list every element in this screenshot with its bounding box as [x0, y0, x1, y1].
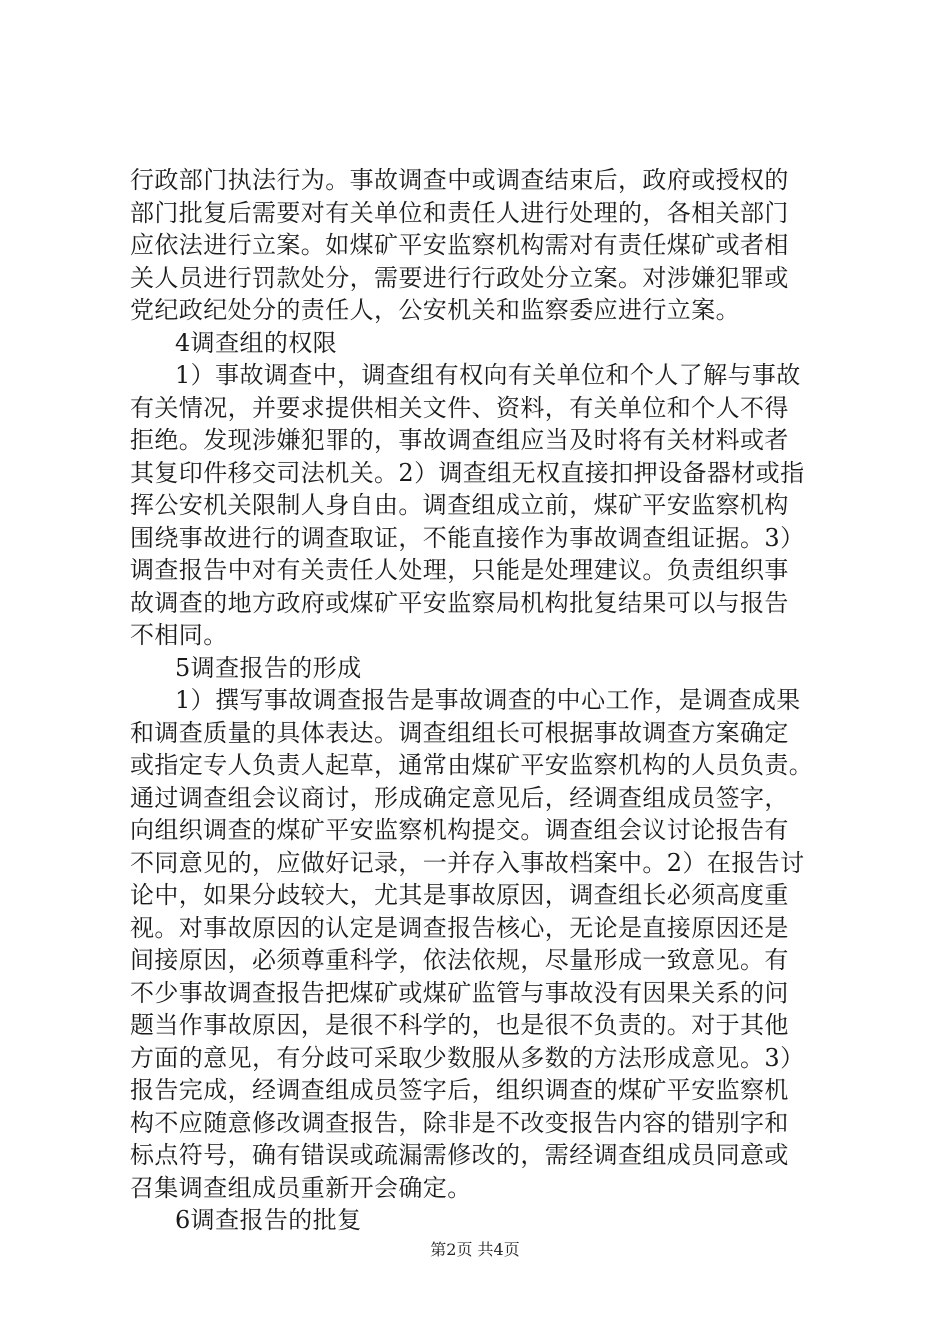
text-line: 5调查报告的形成: [175, 653, 362, 682]
text-line: 视。对事故原因的认定是调查报告核心，无论是直接原因还是: [130, 913, 789, 942]
text-line: 不少事故调查报告把煤矿或煤矿监管与事故没有因果关系的问: [130, 978, 789, 1007]
text-line: 拒绝。发现涉嫌犯罪的，事故调查组应当及时将有关材料或者: [130, 426, 789, 454]
text-line: 论中，如果分歧较大，尤其是事故原因，调查组长必须高度重: [130, 881, 789, 909]
text-line: 方面的意见，有分歧可采取少数服从多数的方法形成意见。3）: [130, 1043, 805, 1072]
text-line: 1）事故调查中，调查组有权向有关单位和个人了解与事故: [175, 361, 801, 389]
text-line: 党纪政纪处分的责任人，公安机关和监察委应进行立案。: [130, 296, 740, 324]
text-line: 通过调查组会议商讨，形成确定意见后，经调查组成员签字，: [130, 783, 789, 812]
text-line: 其复印件移交司法机关。2）调查组无权直接扣押设备器材或指: [130, 458, 805, 487]
text-line: 向组织调查的煤矿平安监察机构提交。调查组会议讨论报告有: [130, 816, 789, 844]
text-line: 不同意见的，应做好记录，一并存入事故档案中。2）在报告讨: [130, 848, 805, 877]
text-line: 或指定专人负责人起草，通常由煤矿平安监察机构的人员负责。: [130, 751, 814, 779]
text-line: 有关情况，并要求提供相关文件、资料，有关单位和个人不得: [130, 393, 789, 422]
text-line: 标点符号，确有错误或疏漏需修改的，需经调查组成员同意或: [130, 1141, 789, 1169]
page-footer: 第2页 共4页: [430, 1240, 520, 1259]
document-body: [130, 164, 830, 1237]
text-line: 和调查质量的具体表达。调查组组长可根据事故调查方案确定: [130, 718, 789, 747]
text-line: 构不应随意修改调查报告，除非是不改变报告内容的错别字和: [130, 1108, 789, 1137]
text-line: 6调查报告的批复: [175, 1206, 362, 1234]
text-line: 间接原因，必须尊重科学，依法依规，尽量形成一致意见。有: [130, 946, 789, 974]
text-line: 召集调查组成员重新开会确定。: [130, 1173, 472, 1202]
text-line: 报告完成，经调查组成员签字后，组织调查的煤矿平安监察机: [130, 1076, 789, 1104]
text-line: 部门批复后需要对有关单位和责任人进行处理的，各相关部门: [130, 198, 789, 227]
text-line: 调查报告中对有关责任人处理，只能是处理建议。负责组织事: [130, 556, 789, 584]
text-line: 挥公安机关限制人身自由。调查组成立前，煤矿平安监察机构: [130, 491, 789, 519]
text-line: 4调查组的权限: [175, 328, 338, 357]
text-line: 故调查的地方政府或煤矿平安监察局机构批复结果可以与报告: [130, 588, 789, 617]
text-line: 1）撰写事故调查报告是事故调查的中心工作，是调查成果: [175, 686, 801, 714]
text-line: 应依法进行立案。如煤矿平安监察机构需对有责任煤矿或者相: [130, 231, 789, 259]
text-line: 行政部门执法行为。事故调查中或调查结束后，政府或授权的: [130, 166, 789, 194]
text-line: 不相同。: [130, 621, 228, 649]
text-line: 题当作事故原因，是很不科学的，也是很不负责的。对于其他: [130, 1011, 789, 1039]
text-line: 围绕事故进行的调查取证，不能直接作为事故调查组证据。3）: [130, 523, 805, 552]
text-line: 关人员进行罚款处分，需要进行行政处分立案。对涉嫌犯罪或: [130, 263, 789, 292]
